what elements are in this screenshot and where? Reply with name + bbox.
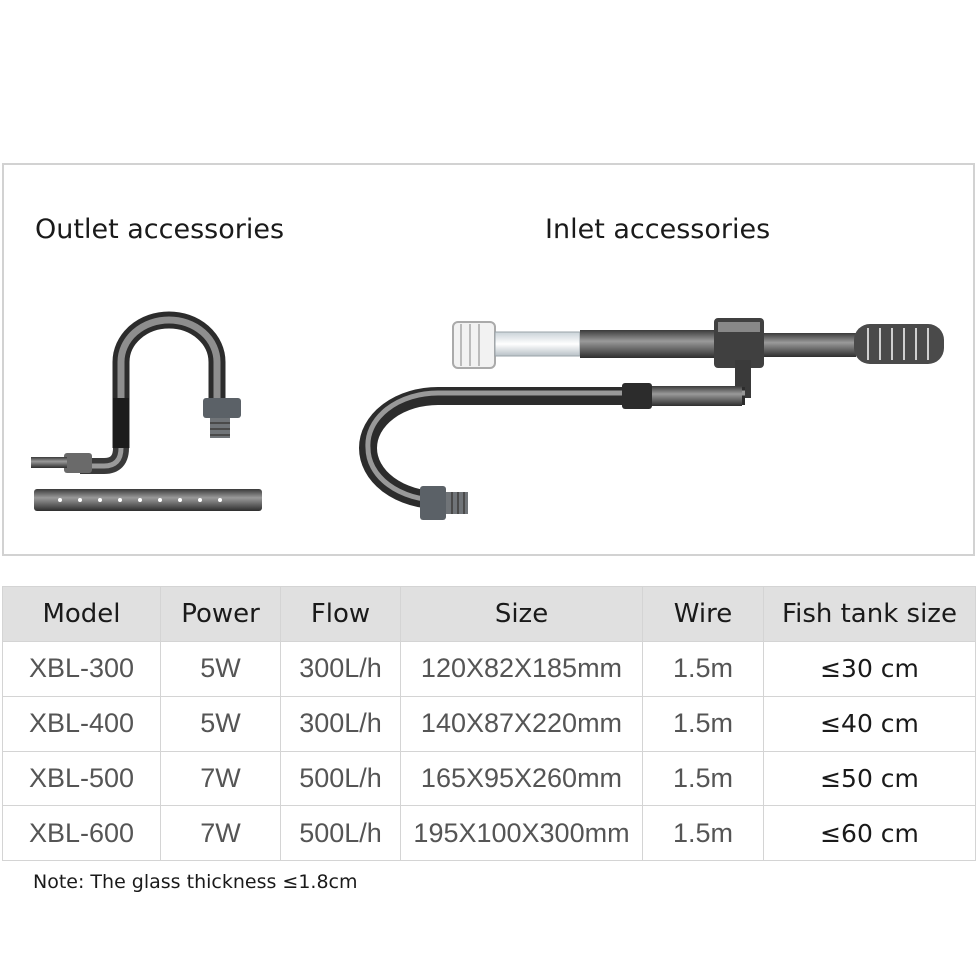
table-row: [3, 806, 976, 861]
size-cell: 140X87X220mm: [401, 696, 643, 751]
column-header-wire: Wire: [643, 587, 764, 642]
inlet-nut: [420, 486, 446, 520]
column-header-fish-tank-size: Fish tank size: [764, 587, 976, 642]
specification-table: [2, 586, 976, 861]
table-row: [3, 696, 976, 751]
fish-tank-size-cell: ≤60 cm: [764, 806, 976, 861]
outlet-accessories-heading: Outlet accessories: [35, 214, 285, 245]
outlet-spray-bar: [34, 489, 262, 511]
wire-cell: 1.5m: [643, 642, 764, 697]
fish-tank-size-cell: ≤40 cm: [764, 696, 976, 751]
fish-tank-size-cell: ≤30 cm: [764, 642, 976, 697]
wire-cell: 1.5m: [643, 751, 764, 806]
power-cell: 7W: [161, 806, 281, 861]
power-cell: 5W: [161, 642, 281, 697]
inlet-j-pipe: [368, 360, 751, 540]
outlet-nut: [203, 398, 241, 418]
model-cell: XBL-300: [3, 642, 161, 697]
flow-cell: 300L/h: [281, 642, 401, 697]
table-header-row: [3, 587, 976, 642]
model-cell: XBL-500: [3, 751, 161, 806]
power-cell: 5W: [161, 696, 281, 751]
column-header-power: Power: [161, 587, 281, 642]
size-cell: 195X100X300mm: [401, 806, 643, 861]
model-cell: XBL-600: [3, 806, 161, 861]
glass-thickness-note: Note: The glass thickness ≤1.8cm: [33, 871, 358, 893]
flow-cell: 300L/h: [281, 696, 401, 751]
inlet-accessories-heading: Inlet accessories: [545, 214, 771, 245]
size-cell: 165X95X260mm: [401, 751, 643, 806]
fish-tank-size-cell: ≤50 cm: [764, 751, 976, 806]
model-cell: XBL-400: [3, 696, 161, 751]
column-header-flow: Flow: [281, 587, 401, 642]
table-row: [3, 642, 976, 697]
outlet-u-tube: [31, 320, 241, 473]
wire-cell: 1.5m: [643, 806, 764, 861]
inlet-top-pipe: [453, 318, 944, 368]
power-cell: 7W: [161, 751, 281, 806]
table-row: [3, 751, 976, 806]
wire-cell: 1.5m: [643, 696, 764, 751]
flow-cell: 500L/h: [281, 751, 401, 806]
column-header-size: Size: [401, 587, 643, 642]
size-cell: 120X82X185mm: [401, 642, 643, 697]
flow-cell: 500L/h: [281, 806, 401, 861]
column-header-model: Model: [3, 587, 161, 642]
